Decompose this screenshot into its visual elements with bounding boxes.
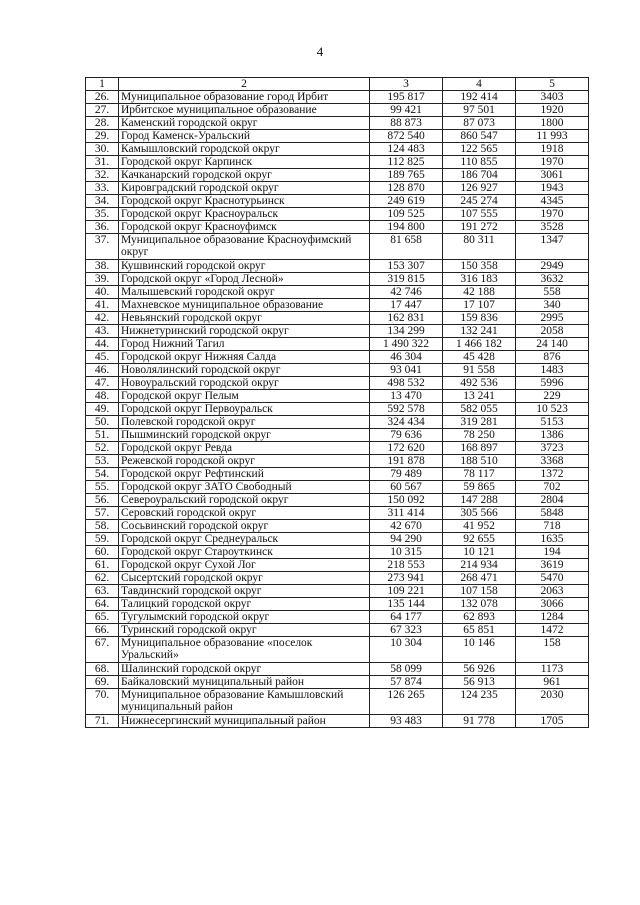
value-col-4: 107 158 xyxy=(443,585,516,598)
value-col-4: 110 855 xyxy=(443,156,516,169)
table-row xyxy=(86,104,589,117)
value-col-3: 191 878 xyxy=(370,455,443,468)
table-row xyxy=(86,156,589,169)
value-col-3: 67 323 xyxy=(370,624,443,637)
value-col-4: 159 836 xyxy=(443,312,516,325)
value-col-4: 17 107 xyxy=(443,299,516,312)
value-col-5: 229 xyxy=(516,390,589,403)
value-col-5: 1386 xyxy=(516,429,589,442)
row-number: 63. xyxy=(86,585,119,598)
table-row xyxy=(86,182,589,195)
value-col-5: 2063 xyxy=(516,585,589,598)
value-col-5: 5996 xyxy=(516,377,589,390)
row-number: 40. xyxy=(86,286,119,299)
municipality-name: Городской округ Сухой Лог xyxy=(119,559,370,572)
value-col-4: 10 121 xyxy=(443,546,516,559)
table-row xyxy=(86,429,589,442)
table-row xyxy=(86,351,589,364)
table-row xyxy=(86,234,589,260)
value-col-5: 961 xyxy=(516,676,589,689)
value-col-5: 3723 xyxy=(516,442,589,455)
row-number: 45. xyxy=(86,351,119,364)
table-row xyxy=(86,169,589,182)
table-row xyxy=(86,663,589,676)
municipality-name: Город Нижний Тагил xyxy=(119,338,370,351)
table-row xyxy=(86,494,589,507)
row-number: 31. xyxy=(86,156,119,169)
table-row xyxy=(86,533,589,546)
row-number: 70. xyxy=(86,689,119,715)
value-col-3: 46 304 xyxy=(370,351,443,364)
value-col-3: 94 290 xyxy=(370,533,443,546)
table-row xyxy=(86,130,589,143)
table-row xyxy=(86,455,589,468)
value-col-4: 107 555 xyxy=(443,208,516,221)
municipality-name: Городской округ Карпинск xyxy=(119,156,370,169)
table-row xyxy=(86,260,589,273)
value-col-5: 3061 xyxy=(516,169,589,182)
value-col-4: 91 778 xyxy=(443,715,516,728)
value-col-5: 1472 xyxy=(516,624,589,637)
value-col-3: 872 540 xyxy=(370,130,443,143)
table-row xyxy=(86,546,589,559)
row-number: 58. xyxy=(86,520,119,533)
value-col-5: 1284 xyxy=(516,611,589,624)
value-col-5: 1943 xyxy=(516,182,589,195)
municipality-name: Пышминский городской округ xyxy=(119,429,370,442)
municipality-name: Невьянский городской округ xyxy=(119,312,370,325)
row-number: 57. xyxy=(86,507,119,520)
table-header-row xyxy=(86,78,589,91)
row-number: 50. xyxy=(86,416,119,429)
value-col-5: 2058 xyxy=(516,325,589,338)
value-col-3: 60 567 xyxy=(370,481,443,494)
value-col-5: 194 xyxy=(516,546,589,559)
value-col-4: 268 471 xyxy=(443,572,516,585)
value-col-3: 124 483 xyxy=(370,143,443,156)
value-col-3: 93 041 xyxy=(370,364,443,377)
data-table xyxy=(85,77,589,728)
value-col-5: 3368 xyxy=(516,455,589,468)
value-col-5: 1347 xyxy=(516,234,589,260)
value-col-3: 112 825 xyxy=(370,156,443,169)
table-row xyxy=(86,390,589,403)
value-col-5: 1705 xyxy=(516,715,589,728)
municipality-name: Нижнетуринский городской округ xyxy=(119,325,370,338)
value-col-4: 319 281 xyxy=(443,416,516,429)
municipality-name: Сысертский городской округ xyxy=(119,572,370,585)
value-col-5: 5153 xyxy=(516,416,589,429)
municipality-name: Туринский городской округ xyxy=(119,624,370,637)
table-row xyxy=(86,416,589,429)
value-col-5: 4345 xyxy=(516,195,589,208)
row-number: 61. xyxy=(86,559,119,572)
municipality-name: Новоуральский городской округ xyxy=(119,377,370,390)
table-row xyxy=(86,611,589,624)
row-number: 39. xyxy=(86,273,119,286)
row-number: 43. xyxy=(86,325,119,338)
row-number: 46. xyxy=(86,364,119,377)
value-col-3: 189 765 xyxy=(370,169,443,182)
table-row xyxy=(86,286,589,299)
value-col-4: 87 073 xyxy=(443,117,516,130)
row-number: 32. xyxy=(86,169,119,182)
row-number: 71. xyxy=(86,715,119,728)
value-col-4: 492 536 xyxy=(443,377,516,390)
municipality-name: Серовский городской округ xyxy=(119,507,370,520)
value-col-3: 153 307 xyxy=(370,260,443,273)
value-col-4: 13 241 xyxy=(443,390,516,403)
row-number: 29. xyxy=(86,130,119,143)
value-col-5: 1173 xyxy=(516,663,589,676)
value-col-5: 2949 xyxy=(516,260,589,273)
value-col-4: 132 078 xyxy=(443,598,516,611)
table-row xyxy=(86,442,589,455)
municipality-name: Тавдинский городской округ xyxy=(119,585,370,598)
table-row xyxy=(86,195,589,208)
value-col-4: 214 934 xyxy=(443,559,516,572)
value-col-3: 273 941 xyxy=(370,572,443,585)
value-col-3: 10 304 xyxy=(370,637,443,663)
value-col-5: 1970 xyxy=(516,208,589,221)
value-col-5: 11 993 xyxy=(516,130,589,143)
row-number: 59. xyxy=(86,533,119,546)
table-row xyxy=(86,91,589,104)
table-row xyxy=(86,325,589,338)
header-col-1: 1 xyxy=(86,78,119,91)
table-row xyxy=(86,676,589,689)
value-col-3: 57 874 xyxy=(370,676,443,689)
value-col-3: 218 553 xyxy=(370,559,443,572)
value-col-3: 109 221 xyxy=(370,585,443,598)
value-col-3: 42 670 xyxy=(370,520,443,533)
table-row xyxy=(86,715,589,728)
table-row xyxy=(86,468,589,481)
municipality-name: Городской округ Нижняя Салда xyxy=(119,351,370,364)
row-number: 52. xyxy=(86,442,119,455)
row-number: 65. xyxy=(86,611,119,624)
value-col-3: 1 490 322 xyxy=(370,338,443,351)
value-col-5: 1800 xyxy=(516,117,589,130)
table-row xyxy=(86,598,589,611)
value-col-4: 316 183 xyxy=(443,273,516,286)
value-col-3: 311 414 xyxy=(370,507,443,520)
municipality-name: Городской округ Красноуфимск xyxy=(119,221,370,234)
value-col-5: 1970 xyxy=(516,156,589,169)
value-col-4: 192 414 xyxy=(443,91,516,104)
value-col-4: 56 926 xyxy=(443,663,516,676)
row-number: 28. xyxy=(86,117,119,130)
value-col-3: 134 299 xyxy=(370,325,443,338)
value-col-4: 41 952 xyxy=(443,520,516,533)
value-col-3: 194 800 xyxy=(370,221,443,234)
municipality-name: Качканарский городской округ xyxy=(119,169,370,182)
municipality-name: Махневское муниципальное образование xyxy=(119,299,370,312)
value-col-4: 122 565 xyxy=(443,143,516,156)
row-number: 34. xyxy=(86,195,119,208)
header-col-2: 2 xyxy=(119,78,370,91)
municipality-name: Муниципальное образование «поселок Уральский» xyxy=(119,637,370,663)
value-col-5: 340 xyxy=(516,299,589,312)
value-col-3: 592 578 xyxy=(370,403,443,416)
value-col-3: 99 421 xyxy=(370,104,443,117)
municipality-name: Малышевский городской округ xyxy=(119,286,370,299)
value-col-4: 59 865 xyxy=(443,481,516,494)
table-row xyxy=(86,221,589,234)
municipality-name: Муниципальное образование Красноуфимский округ xyxy=(119,234,370,260)
header-col-3: 3 xyxy=(370,78,443,91)
row-number: 37. xyxy=(86,234,119,260)
row-number: 27. xyxy=(86,104,119,117)
value-col-4: 80 311 xyxy=(443,234,516,260)
row-number: 49. xyxy=(86,403,119,416)
value-col-4: 191 272 xyxy=(443,221,516,234)
value-col-3: 109 525 xyxy=(370,208,443,221)
value-col-3: 128 870 xyxy=(370,182,443,195)
table-row xyxy=(86,299,589,312)
value-col-3: 79 636 xyxy=(370,429,443,442)
value-col-3: 172 620 xyxy=(370,442,443,455)
value-col-3: 162 831 xyxy=(370,312,443,325)
value-col-5: 876 xyxy=(516,351,589,364)
value-col-5: 558 xyxy=(516,286,589,299)
row-number: 44. xyxy=(86,338,119,351)
value-col-4: 92 655 xyxy=(443,533,516,546)
row-number: 54. xyxy=(86,468,119,481)
row-number: 35. xyxy=(86,208,119,221)
value-col-5: 702 xyxy=(516,481,589,494)
municipality-name: Тугулымский городской округ xyxy=(119,611,370,624)
value-col-3: 126 265 xyxy=(370,689,443,715)
table-row xyxy=(86,143,589,156)
value-col-4: 132 241 xyxy=(443,325,516,338)
municipality-name: Городской округ Первоуральск xyxy=(119,403,370,416)
value-col-5: 718 xyxy=(516,520,589,533)
table-row xyxy=(86,585,589,598)
municipality-name: Городской округ Краснотурьинск xyxy=(119,195,370,208)
value-col-5: 1483 xyxy=(516,364,589,377)
row-number: 68. xyxy=(86,663,119,676)
value-col-4: 147 288 xyxy=(443,494,516,507)
value-col-4: 186 704 xyxy=(443,169,516,182)
table-row xyxy=(86,481,589,494)
value-col-4: 78 250 xyxy=(443,429,516,442)
value-col-5: 3632 xyxy=(516,273,589,286)
value-col-5: 1635 xyxy=(516,533,589,546)
value-col-3: 324 434 xyxy=(370,416,443,429)
row-number: 69. xyxy=(86,676,119,689)
value-col-4: 45 428 xyxy=(443,351,516,364)
value-col-3: 88 873 xyxy=(370,117,443,130)
municipality-name: Городской округ Ревда xyxy=(119,442,370,455)
row-number: 60. xyxy=(86,546,119,559)
value-col-4: 168 897 xyxy=(443,442,516,455)
municipality-name: Сосьвинский городской округ xyxy=(119,520,370,533)
value-col-4: 124 235 xyxy=(443,689,516,715)
row-number: 41. xyxy=(86,299,119,312)
row-number: 42. xyxy=(86,312,119,325)
value-col-3: 10 315 xyxy=(370,546,443,559)
value-col-4: 126 927 xyxy=(443,182,516,195)
value-col-3: 249 619 xyxy=(370,195,443,208)
row-number: 38. xyxy=(86,260,119,273)
value-col-5: 1920 xyxy=(516,104,589,117)
municipality-name: Полевской городской округ xyxy=(119,416,370,429)
page-number: 4 xyxy=(316,44,324,59)
row-number: 53. xyxy=(86,455,119,468)
value-col-4: 91 558 xyxy=(443,364,516,377)
value-col-3: 498 532 xyxy=(370,377,443,390)
row-number: 51. xyxy=(86,429,119,442)
value-col-5: 3066 xyxy=(516,598,589,611)
value-col-5: 24 140 xyxy=(516,338,589,351)
value-col-5: 10 523 xyxy=(516,403,589,416)
value-col-4: 65 851 xyxy=(443,624,516,637)
table-row xyxy=(86,572,589,585)
municipality-name: Городской округ Рефтинский xyxy=(119,468,370,481)
value-col-3: 135 144 xyxy=(370,598,443,611)
value-col-4: 62 893 xyxy=(443,611,516,624)
municipality-name: Шалинский городской округ xyxy=(119,663,370,676)
value-col-3: 93 483 xyxy=(370,715,443,728)
table-row xyxy=(86,520,589,533)
table-row xyxy=(86,364,589,377)
value-col-3: 13 470 xyxy=(370,390,443,403)
municipality-name: Городской округ Красноуральск xyxy=(119,208,370,221)
value-col-3: 58 099 xyxy=(370,663,443,676)
municipality-name: Городской округ ЗАТО Свободный xyxy=(119,481,370,494)
municipality-name: Нижнесергинский муниципальный район xyxy=(119,715,370,728)
value-col-3: 150 092 xyxy=(370,494,443,507)
municipality-name: Камышловский городской округ xyxy=(119,143,370,156)
value-col-4: 582 055 xyxy=(443,403,516,416)
table-row xyxy=(86,273,589,286)
municipality-name: Муниципальное образование Камышловский муниципальный район xyxy=(119,689,370,715)
value-col-5: 1372 xyxy=(516,468,589,481)
table-row xyxy=(86,338,589,351)
row-number: 33. xyxy=(86,182,119,195)
value-col-4: 150 358 xyxy=(443,260,516,273)
row-number: 26. xyxy=(86,91,119,104)
value-col-4: 245 274 xyxy=(443,195,516,208)
municipality-name: Муниципальное образование город Ирбит xyxy=(119,91,370,104)
municipality-name: Кировградский городской округ xyxy=(119,182,370,195)
municipality-name: Город Каменск-Уральский xyxy=(119,130,370,143)
value-col-3: 17 447 xyxy=(370,299,443,312)
value-col-4: 78 117 xyxy=(443,468,516,481)
value-col-4: 1 466 182 xyxy=(443,338,516,351)
value-col-3: 64 177 xyxy=(370,611,443,624)
value-col-5: 2804 xyxy=(516,494,589,507)
municipality-name: Ирбитское муниципальное образование xyxy=(119,104,370,117)
value-col-4: 56 913 xyxy=(443,676,516,689)
table-row xyxy=(86,377,589,390)
table-row xyxy=(86,507,589,520)
row-number: 47. xyxy=(86,377,119,390)
table-row xyxy=(86,637,589,663)
municipality-name: Североуральский городской округ xyxy=(119,494,370,507)
municipality-name: Городской округ «Город Лесной» xyxy=(119,273,370,286)
value-col-4: 305 566 xyxy=(443,507,516,520)
value-col-5: 1918 xyxy=(516,143,589,156)
value-col-5: 2995 xyxy=(516,312,589,325)
row-number: 67. xyxy=(86,637,119,663)
value-col-5: 2030 xyxy=(516,689,589,715)
value-col-4: 97 501 xyxy=(443,104,516,117)
value-col-5: 3619 xyxy=(516,559,589,572)
row-number: 56. xyxy=(86,494,119,507)
value-col-5: 158 xyxy=(516,637,589,663)
municipality-name: Каменский городской округ xyxy=(119,117,370,130)
municipality-name: Талицкий городской округ xyxy=(119,598,370,611)
municipality-name: Городской округ Староуткинск xyxy=(119,546,370,559)
value-col-3: 81 658 xyxy=(370,234,443,260)
value-col-3: 319 815 xyxy=(370,273,443,286)
value-col-4: 10 146 xyxy=(443,637,516,663)
row-number: 62. xyxy=(86,572,119,585)
value-col-4: 860 547 xyxy=(443,130,516,143)
table-body xyxy=(86,78,589,728)
table-row xyxy=(86,689,589,715)
table-row xyxy=(86,559,589,572)
row-number: 55. xyxy=(86,481,119,494)
table-row xyxy=(86,117,589,130)
row-number: 64. xyxy=(86,598,119,611)
value-col-4: 188 510 xyxy=(443,455,516,468)
value-col-5: 5470 xyxy=(516,572,589,585)
municipality-name: Кушвинский городской округ xyxy=(119,260,370,273)
municipality-name: Режевской городской округ xyxy=(119,455,370,468)
value-col-3: 79 489 xyxy=(370,468,443,481)
municipality-name: Городской округ Среднеуральск xyxy=(119,533,370,546)
value-col-3: 195 817 xyxy=(370,91,443,104)
row-number: 36. xyxy=(86,221,119,234)
header-col-5: 5 xyxy=(516,78,589,91)
table-row xyxy=(86,312,589,325)
value-col-3: 42 746 xyxy=(370,286,443,299)
header-col-4: 4 xyxy=(443,78,516,91)
municipality-name: Новолялинский городской округ xyxy=(119,364,370,377)
value-col-5: 3403 xyxy=(516,91,589,104)
value-col-5: 3528 xyxy=(516,221,589,234)
value-col-4: 42 188 xyxy=(443,286,516,299)
table-row xyxy=(86,403,589,416)
row-number: 66. xyxy=(86,624,119,637)
municipality-name: Городской округ Пелым xyxy=(119,390,370,403)
row-number: 30. xyxy=(86,143,119,156)
row-number: 48. xyxy=(86,390,119,403)
table-row xyxy=(86,624,589,637)
value-col-5: 5848 xyxy=(516,507,589,520)
municipality-name: Байкаловский муниципальный район xyxy=(119,676,370,689)
table-row xyxy=(86,208,589,221)
